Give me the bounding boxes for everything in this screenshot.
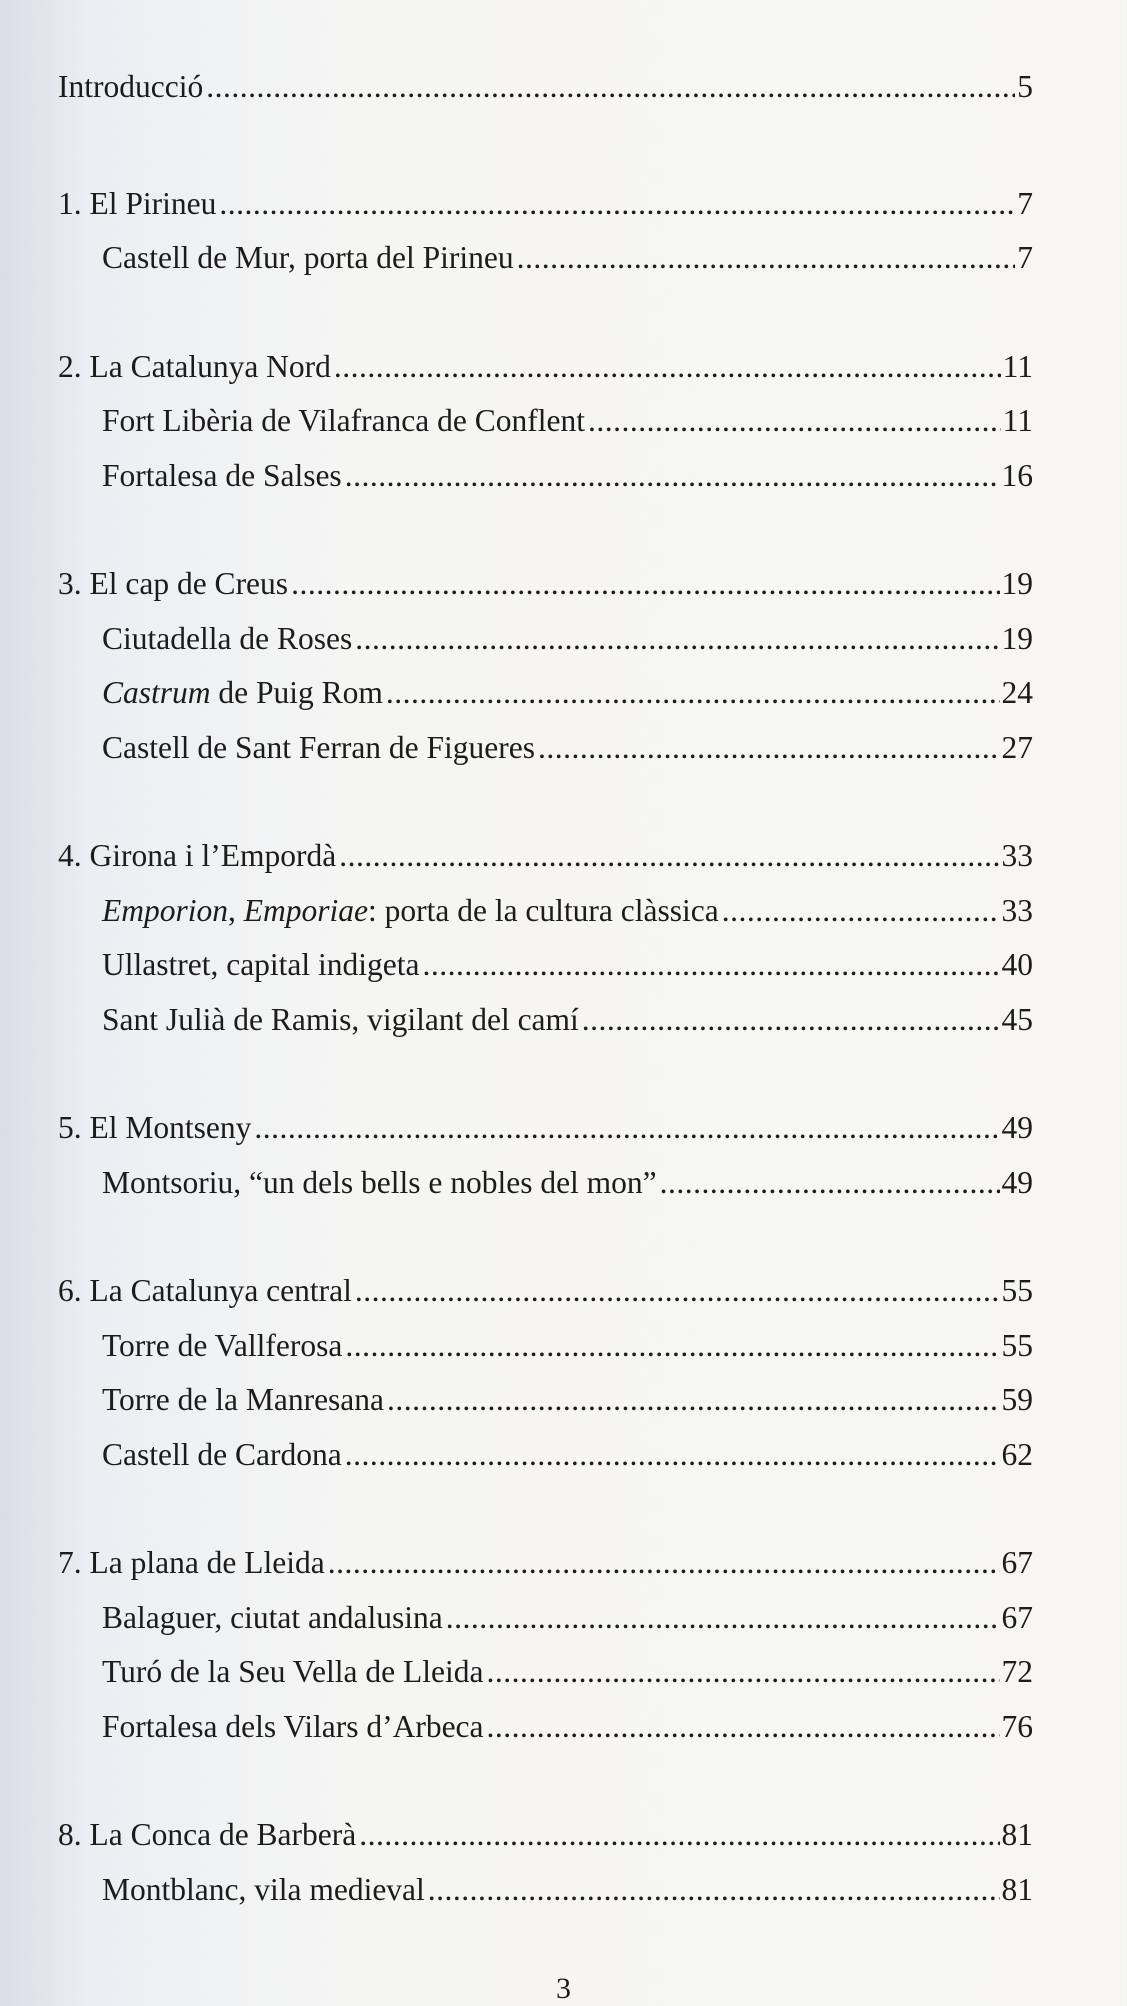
toc-entry-text: Fortalesa dels Vilars d’Arbeca	[102, 1708, 484, 1744]
dot-leader	[582, 993, 1000, 1048]
toc-section	[58, 1536, 1033, 1754]
toc-entry-title	[102, 1156, 657, 1211]
toc-chapter	[58, 1808, 1033, 1863]
dot-leader	[355, 612, 999, 667]
toc-entry-text: 6. La Catalunya central	[58, 1273, 352, 1308]
toc-page-number: 16	[1001, 457, 1033, 493]
toc-entry-text: Sant Julià de Ramis, vigilant del camí	[102, 1001, 579, 1037]
toc-entry-text: Ullastret, capital indigeta	[102, 947, 420, 982]
toc-entry-title	[102, 993, 579, 1048]
toc-entry-title	[102, 231, 514, 286]
toc-chapter	[58, 1101, 1033, 1156]
toc-entry-title	[102, 612, 352, 667]
toc-entry-text: Torre de la Manresana	[102, 1382, 385, 1417]
dot-leader	[291, 557, 999, 612]
toc-section	[58, 1101, 1033, 1210]
dot-leader	[334, 340, 1001, 395]
dot-leader	[355, 1264, 1000, 1319]
toc-entry-text: 4. Girona i l’Empordà	[58, 838, 337, 873]
toc-entry-text: Castell de Cardona	[102, 1436, 342, 1472]
dot-leader	[538, 721, 999, 776]
toc-entry-text: 1. El Pirineu	[58, 185, 217, 221]
toc-page-number: 11	[1002, 403, 1033, 438]
toc-page-number: 11	[1002, 348, 1033, 384]
toc-section	[58, 829, 1033, 1047]
toc-page-number: 7	[1017, 185, 1033, 221]
toc-entry-title	[58, 557, 288, 612]
toc-entry-title	[102, 1591, 443, 1646]
toc-entry-title	[58, 60, 203, 115]
toc-page-number: 67	[1001, 1545, 1033, 1580]
toc-page-number: 55	[1001, 1273, 1033, 1308]
toc-page-number: 24	[1001, 675, 1033, 710]
dot-leader	[588, 394, 1001, 449]
toc-entry-text: Fort Libèria de Vilafranca de Conflent	[102, 403, 585, 438]
toc-section	[58, 340, 1033, 504]
dot-leader	[487, 1700, 1000, 1755]
toc-entry-text: : porta de la cultura clàssica	[367, 892, 719, 928]
dot-leader	[722, 884, 1000, 939]
dot-leader	[428, 1863, 1000, 1918]
toc-subentry	[58, 231, 1033, 286]
toc-chapter	[58, 60, 1033, 115]
toc-entry-title	[102, 938, 420, 993]
toc-entry-title	[102, 1373, 384, 1428]
toc-page-number: 5	[1017, 69, 1033, 104]
toc-subentry	[58, 721, 1033, 776]
dot-leader	[359, 1808, 999, 1863]
toc-section	[58, 177, 1033, 286]
toc-entry-title	[102, 1863, 425, 1918]
toc-page-number: 59	[1001, 1382, 1033, 1417]
toc-entry-title	[58, 1536, 325, 1591]
toc-page-number: 19	[1001, 620, 1033, 656]
toc-subentry	[58, 1863, 1033, 1918]
toc-entry-italic: Castrum	[102, 675, 211, 710]
toc-chapter	[58, 829, 1033, 884]
toc-entry-italic: Emporiae	[243, 892, 368, 928]
toc-entry-text: Turó de la Seu Vella de Lleida	[102, 1654, 484, 1689]
toc-entry-title	[58, 177, 216, 232]
toc-chapter	[58, 177, 1033, 232]
toc-page-number: 40	[1001, 947, 1033, 982]
toc-entry-italic: Emporion	[102, 892, 228, 928]
toc-subentry	[58, 449, 1033, 504]
toc-entry-title	[102, 1700, 484, 1755]
toc-section	[58, 60, 1033, 115]
dot-leader	[423, 938, 1000, 993]
toc-chapter	[58, 1264, 1033, 1319]
toc-entry-text: Ciutadella de Roses	[102, 620, 353, 656]
toc-subentry	[58, 612, 1033, 667]
toc-entry-title	[58, 1101, 251, 1156]
toc-entry-text: Castell de Sant Ferran de Figueres	[102, 729, 536, 765]
toc-subentry	[58, 1428, 1033, 1483]
dot-leader	[387, 1373, 999, 1428]
toc-page-number: 67	[1001, 1599, 1033, 1635]
toc-page-number: 45	[1001, 1001, 1033, 1037]
toc-entry-title	[102, 1319, 342, 1374]
toc-subentry	[58, 938, 1033, 993]
toc-entry-text: Balaguer, ciutat andalusina	[102, 1599, 443, 1635]
toc-page-number: 19	[1001, 566, 1033, 601]
page-number: 3	[556, 1972, 571, 2005]
dot-leader	[517, 231, 1016, 286]
dot-leader	[254, 1101, 999, 1156]
dot-leader	[345, 1319, 999, 1374]
toc-page-number: 55	[1001, 1327, 1033, 1363]
toc-page-number: 27	[1001, 729, 1033, 765]
toc-section	[58, 1264, 1033, 1482]
dot-leader	[446, 1591, 1000, 1646]
dot-leader	[328, 1536, 1000, 1591]
dot-leader	[339, 829, 999, 884]
toc-entry-text: Montblanc, vila medieval	[102, 1871, 425, 1907]
dot-leader	[486, 1645, 999, 1700]
toc-entry-text: Montsoriu, “un dels bells e nobles del mon”	[102, 1164, 657, 1200]
toc-page-number: 76	[1001, 1708, 1033, 1744]
toc-entry-title	[58, 1808, 356, 1863]
toc-page-number: 62	[1001, 1436, 1033, 1472]
toc-entry-title	[102, 1645, 483, 1700]
toc-subentry	[58, 1156, 1033, 1211]
toc-entry-title	[58, 340, 331, 395]
toc-page-number: 7	[1017, 240, 1033, 275]
dot-leader	[345, 1428, 1000, 1483]
toc-chapter	[58, 557, 1033, 612]
toc-entry-text: Fortalesa de Salses	[102, 457, 342, 493]
toc-entry-title	[102, 394, 585, 449]
toc-chapter	[58, 340, 1033, 395]
toc-subentry	[58, 993, 1033, 1048]
dot-leader	[345, 449, 1000, 504]
toc-entry-text: 7. La plana de Lleida	[58, 1545, 325, 1580]
toc-entry-text: ,	[228, 892, 244, 928]
toc-subentry	[58, 666, 1033, 721]
toc-section	[58, 1808, 1033, 1917]
toc-entry-text: 2. La Catalunya Nord	[58, 348, 331, 384]
toc-subentry	[58, 1645, 1033, 1700]
toc-entry-title	[102, 721, 535, 776]
toc-page-number: 81	[1001, 1871, 1033, 1907]
dot-leader	[386, 666, 1000, 721]
toc-entry-title	[58, 829, 336, 884]
toc-page-number: 33	[1001, 892, 1033, 928]
dot-leader	[660, 1156, 1000, 1211]
toc-entry-text: 5. El Montseny	[58, 1110, 252, 1145]
toc-subentry	[58, 1319, 1033, 1374]
toc-entry-title	[102, 666, 383, 721]
toc-entry-text: Torre de Vallferosa	[102, 1327, 343, 1363]
dot-leader	[219, 177, 1015, 232]
dot-leader	[206, 60, 1015, 115]
toc-subentry	[58, 394, 1033, 449]
toc-page-number: 49	[1001, 1164, 1033, 1200]
toc-page-number: 33	[1001, 838, 1033, 873]
toc-subentry	[58, 884, 1033, 939]
toc-entry-text: Introducció	[58, 69, 204, 104]
toc-entry-title	[102, 1428, 342, 1483]
toc-page-number: 72	[1001, 1654, 1033, 1689]
toc-entry-text: de Puig Rom	[210, 675, 383, 710]
toc-subentry	[58, 1700, 1033, 1755]
toc-entry-text: Castell de Mur, porta del Pirineu	[102, 240, 514, 275]
toc-entry-title	[102, 884, 719, 939]
toc-entry-title	[58, 1264, 352, 1319]
toc-subentry	[58, 1591, 1033, 1646]
table-of-contents	[58, 60, 1033, 1971]
toc-chapter	[58, 1536, 1033, 1591]
toc-subentry	[58, 1373, 1033, 1428]
toc-entry-text: 8. La Conca de Barberà	[58, 1817, 357, 1852]
toc-entry-text: 3. El cap de Creus	[58, 566, 289, 601]
toc-entry-title	[102, 449, 342, 504]
toc-page-number: 81	[1001, 1817, 1033, 1852]
toc-page-number: 49	[1001, 1110, 1033, 1145]
toc-section	[58, 557, 1033, 775]
